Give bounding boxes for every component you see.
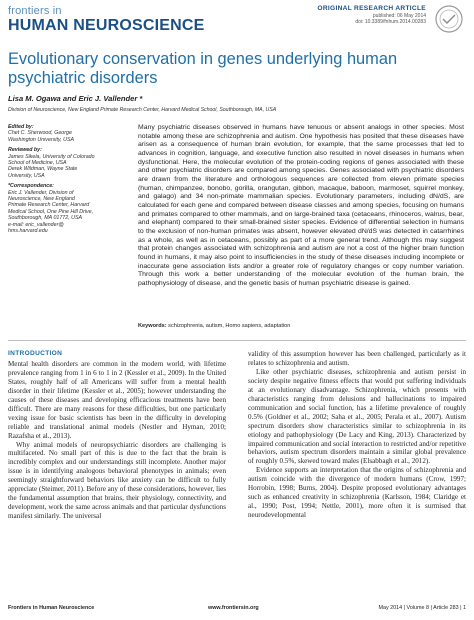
reviewed-by-line: University, USA — [8, 172, 45, 179]
edited-by-line: Chet C. Sherwood, George — [8, 130, 72, 137]
correspondence-block — [8, 183, 122, 234]
keywords-label: Keywords: — [138, 323, 167, 329]
sidebar-notes — [8, 124, 122, 239]
authors: Lisa M. Ogawa and Eric J. Vallender * — [8, 94, 143, 103]
journal-logo — [8, 6, 205, 34]
page-footer — [8, 605, 466, 615]
correspondence-line: Primate Research Center, Harvard — [8, 202, 90, 209]
reviewed-by-block — [8, 147, 122, 179]
abstract: Many psychiatric diseases observed in humans have tenuous or absent analogs in other species. Most notable among these are schizophrenia and autism. One hypothesis has posited that these diseases have arisen as a consequence of human brain evolution, for example, that the same processes that led to advances in cognition, language, and executive function also resulted in novel diseases in humans when dysfunctional. Here, the molecular evolution of the protein-coding regions of genes associated with these and other psychiatric disorders are compared among species. Genes associated with psychiatric disorders are drawn from the literature and orthologous sequences are collected from eleven primate species (human, chimpanzee, bonobo, gorilla, orangutan, gibbon, macaque, baboon, marmoset, squirrel monkey, and galago) and 34 non-primate mammalian species. Evolutionary parameters, including dN/dS, are calculated for each gene and compared between disease classes and among species, focusing on humans and primates compared to other mammals, and on large-brained taxa (cetaceans, rhinoceros, walrus, bear, and elephant) compared to their small-brained sister species. Evidence of differential selection in humans to the exclusion of non-human primates was absent, however elevated dN/dS was detected in catarrhines as a whole, as well as in cetaceans, possibly as part of a more general trend. Although this may suggest that protein changes associated with schizophrenia and autism are not a cost of the higher brain function found in humans, it may also point to insufficiencies in the study of these diseases including incomplete or inaccurate gene association lists and/or a greater role of regulatory changes or copy number variation. Through this work a better understanding of the molecular evolution of the human brain, the pathophysiology of disease, and the genetic basis of human psychiatric disease is gained. — [138, 124, 464, 287]
page-header — [0, 0, 474, 40]
edited-by-label: Edited by: — [8, 124, 34, 130]
body-paragraph: Why animal models of neuropsychiatric disorders are challenging is multifaceted. No small part of this is due to the fact that the brain is incredibly complex and our understandings still incomplete. Another major issue is in identifying analogous behavioral phenotypes in animals; even seemingly straightforward behaviors like anxiety can be difficult to fully appreciate (Steimer, 2011). Before any of these considerations, however, lies the fundamental assumption that brains, their physiology, connectivity, and development, work the same across animals and that particular dysfunctions manifest similarly. The universal — [8, 440, 226, 521]
body-column-right — [248, 350, 466, 520]
seal-icon — [434, 4, 464, 34]
edited-by-block — [8, 124, 122, 143]
correspondence-line: Southborough, MA 01772, USA — [8, 215, 83, 222]
reviewed-by-line: School of Medicine, USA — [8, 160, 67, 167]
body-paragraph: Evidence supports an interpretation that the origins of schizophrenia and autism coincide with the divergence of modern humans (Crow, 1997; Horrobin, 1998; Burns, 2004). Despite proposed evolutionary advantages such as enhanced creativity in schizophrenia (Karlsson, 1984; Claridge et al., 1990; Post, 1994; Nettle, 2001), more often it is surmised that neurodevelopmental — [248, 466, 466, 520]
section-heading: INTRODUCTION — [8, 350, 63, 357]
article-type: ORIGINAL RESEARCH ARTICLE — [317, 5, 426, 12]
body-paragraph: Like other psychiatric diseases, schizophrenia and autism persist in society despite negative fitness effects that would put suffering individuals at an evolutionary disadvantage. Schizophrenia, which presents with characteristics ranging from delusions and hallucinations to impaired communication and social function, has a lifetime prevalence of roughly 0.5% (Goldner et al., 2002; Saha et al., 2005; Perala et al., 2007). Autism spectrum disorders show characteristics similar to schizophrenia in its etiology and pathophysiology (De Lacy and King, 2013). Characterized by impaired communication and social interaction to restricted and/or repetitive behaviors, autism spectrum disorders maintain a similar global prevalence of roughly 0.5%, skewed toward males (Elsabbagh et al., 2012). — [248, 367, 466, 466]
footer-website-link[interactable]: www.frontiersin.org — [208, 605, 259, 611]
published-date: published: 06 May 2014 — [372, 13, 426, 20]
footer-meta: May 2014 | Volume 8 | Article 283 | 1 — [378, 605, 466, 611]
doi: doi: 10.3389/fnhum.2014.00283 — [355, 19, 426, 26]
correspondence-line: Medical School, One Pine Hill Drive, — [8, 208, 94, 215]
article-title: Evolutionary conservation in genes underlying human psychiatric disorders — [8, 50, 398, 87]
correspondence-email[interactable]: hms.harvard.edu — [8, 228, 48, 235]
body-paragraph: Mental health disorders are common in the modern world, with lifetime prevalence ranging from 1 in 6 to 1 in 2 (Kessler et al., 2009). In the United States, roughly half of all Americans will suffer from a mental health disorder in their lifetime (Kessler et al., 2005); however understanding the causes of these diseases and developing efficacious treatments have been difficult. There are many reasons for these difficulties, but one particularly vexing issue for basic scientists has been in the difficulty in developing reliable and translational animal models (Nestler and Hyman, 2010; Razafsha et al., 2013). — [8, 359, 226, 440]
reviewed-by-line: James Sikela, University of Colorado — [8, 153, 95, 160]
body-column-left — [8, 350, 226, 521]
reviewed-by-line: Derek Wildman, Wayne State — [8, 166, 78, 173]
correspondence-label: *Correspondence: — [8, 183, 54, 190]
correspondence-line: Eric J. Vallender, Division of — [8, 189, 74, 196]
correspondence-email[interactable]: e-mail: eric_vallender@ — [8, 221, 64, 228]
affiliation: Division of Neuroscience, New England Primate Research Center, Harvard Medical School, Southborough, MA, USA — [8, 107, 277, 113]
keywords-text: schizophrenia, autism, Homo sapiens, adaptation — [168, 323, 291, 329]
keywords — [138, 323, 464, 329]
divider — [8, 340, 466, 341]
body-paragraph: validity of this assumption however has been challenged, particularly as it relates to schizophrenia and autism. — [248, 350, 466, 367]
journal-logo-top: frontiers in — [8, 5, 62, 17]
footer-journal: Frontiers in Human Neuroscience — [8, 605, 95, 611]
article-meta — [317, 5, 426, 26]
edited-by-line: Washington University, USA — [8, 136, 75, 143]
journal-logo-main: HUMAN NEUROSCIENCE — [8, 17, 205, 34]
reviewed-by-label: Reviewed by: — [8, 147, 42, 154]
correspondence-line: Neuroscience, New England — [8, 196, 75, 203]
